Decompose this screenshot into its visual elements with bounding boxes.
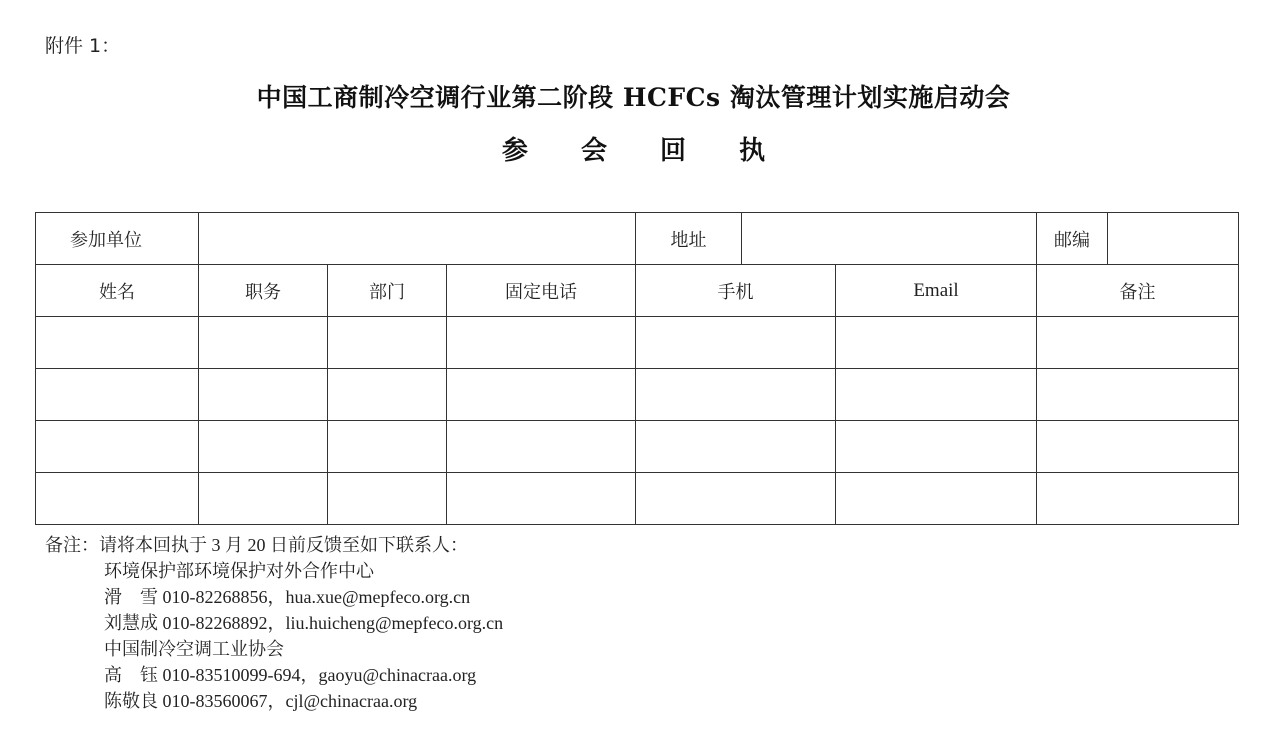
contact-line: 滑 雪 010-82268856，hua.xue@mepfeco.org.cn [104, 587, 471, 607]
name-cell[interactable] [36, 317, 199, 369]
landline-cell[interactable] [447, 369, 636, 421]
email-cell[interactable] [836, 473, 1037, 525]
position-cell[interactable] [199, 317, 328, 369]
table-row [36, 473, 1239, 525]
column-header-email: Email [836, 265, 1037, 317]
name-cell[interactable] [36, 369, 199, 421]
attachment-label: 附件 1： [45, 35, 121, 57]
remarks-cell[interactable] [1037, 421, 1239, 473]
column-header-mobile: 手机 [636, 265, 836, 317]
name-cell[interactable] [36, 421, 199, 473]
mobile-cell[interactable] [636, 473, 836, 525]
table-row [36, 369, 1239, 421]
position-cell[interactable] [199, 473, 328, 525]
table-row-unit [36, 213, 1239, 265]
column-header-position: 职务 [199, 265, 328, 317]
contact-line: 高 钰 010-83510099-694，gaoyu@chinacraa.org [104, 665, 477, 685]
column-header-department: 部门 [328, 265, 447, 317]
email-cell[interactable] [836, 369, 1037, 421]
mobile-cell[interactable] [636, 421, 836, 473]
table-row [36, 421, 1239, 473]
table-row [36, 317, 1239, 369]
landline-cell[interactable] [447, 473, 636, 525]
position-cell[interactable] [199, 421, 328, 473]
mobile-cell[interactable] [636, 369, 836, 421]
position-cell[interactable] [199, 369, 328, 421]
name-cell[interactable] [36, 473, 199, 525]
remarks-cell[interactable] [1037, 473, 1239, 525]
department-cell[interactable] [328, 317, 447, 369]
landline-cell[interactable] [447, 421, 636, 473]
unit-label: 参加单位 [36, 213, 199, 265]
notes-intro: 备注：请将本回执于 3 月 20 日前反馈至如下联系人： [45, 535, 468, 555]
mobile-cell[interactable] [636, 317, 836, 369]
email-cell[interactable] [836, 317, 1037, 369]
registration-form-table [35, 212, 1239, 525]
unit-input-cell[interactable] [199, 213, 636, 265]
organization-name: 环境保护部环境保护对外合作中心 [104, 561, 374, 581]
column-header-name: 姓名 [36, 265, 199, 317]
organization-name: 中国制冷空调工业协会 [104, 639, 284, 659]
document-title: 中国工商制冷空调行业第二阶段 HCFCs 淘汰管理计划实施启动会 [256, 83, 1011, 112]
document-subtitle: 参 会 回 执 [501, 136, 788, 166]
department-cell[interactable] [328, 421, 447, 473]
address-label: 地址 [636, 213, 742, 265]
contact-line: 刘慧成 010-82268892，liu.huicheng@mepfeco.org.cn [104, 613, 504, 633]
postcode-label: 邮编 [1037, 213, 1108, 265]
department-cell[interactable] [328, 369, 447, 421]
remarks-cell[interactable] [1037, 369, 1239, 421]
column-header-landline: 固定电话 [447, 265, 636, 317]
table-header-row [36, 265, 1239, 317]
column-header-remarks: 备注 [1037, 265, 1239, 317]
notes-section [45, 532, 503, 714]
landline-cell[interactable] [447, 317, 636, 369]
department-cell[interactable] [328, 473, 447, 525]
remarks-cell[interactable] [1037, 317, 1239, 369]
contact-line: 陈敬良 010-83560067，cjl@chinacraa.org [104, 691, 418, 711]
email-cell[interactable] [836, 421, 1037, 473]
postcode-input-cell[interactable] [1108, 213, 1239, 265]
address-input-cell[interactable] [742, 213, 1037, 265]
